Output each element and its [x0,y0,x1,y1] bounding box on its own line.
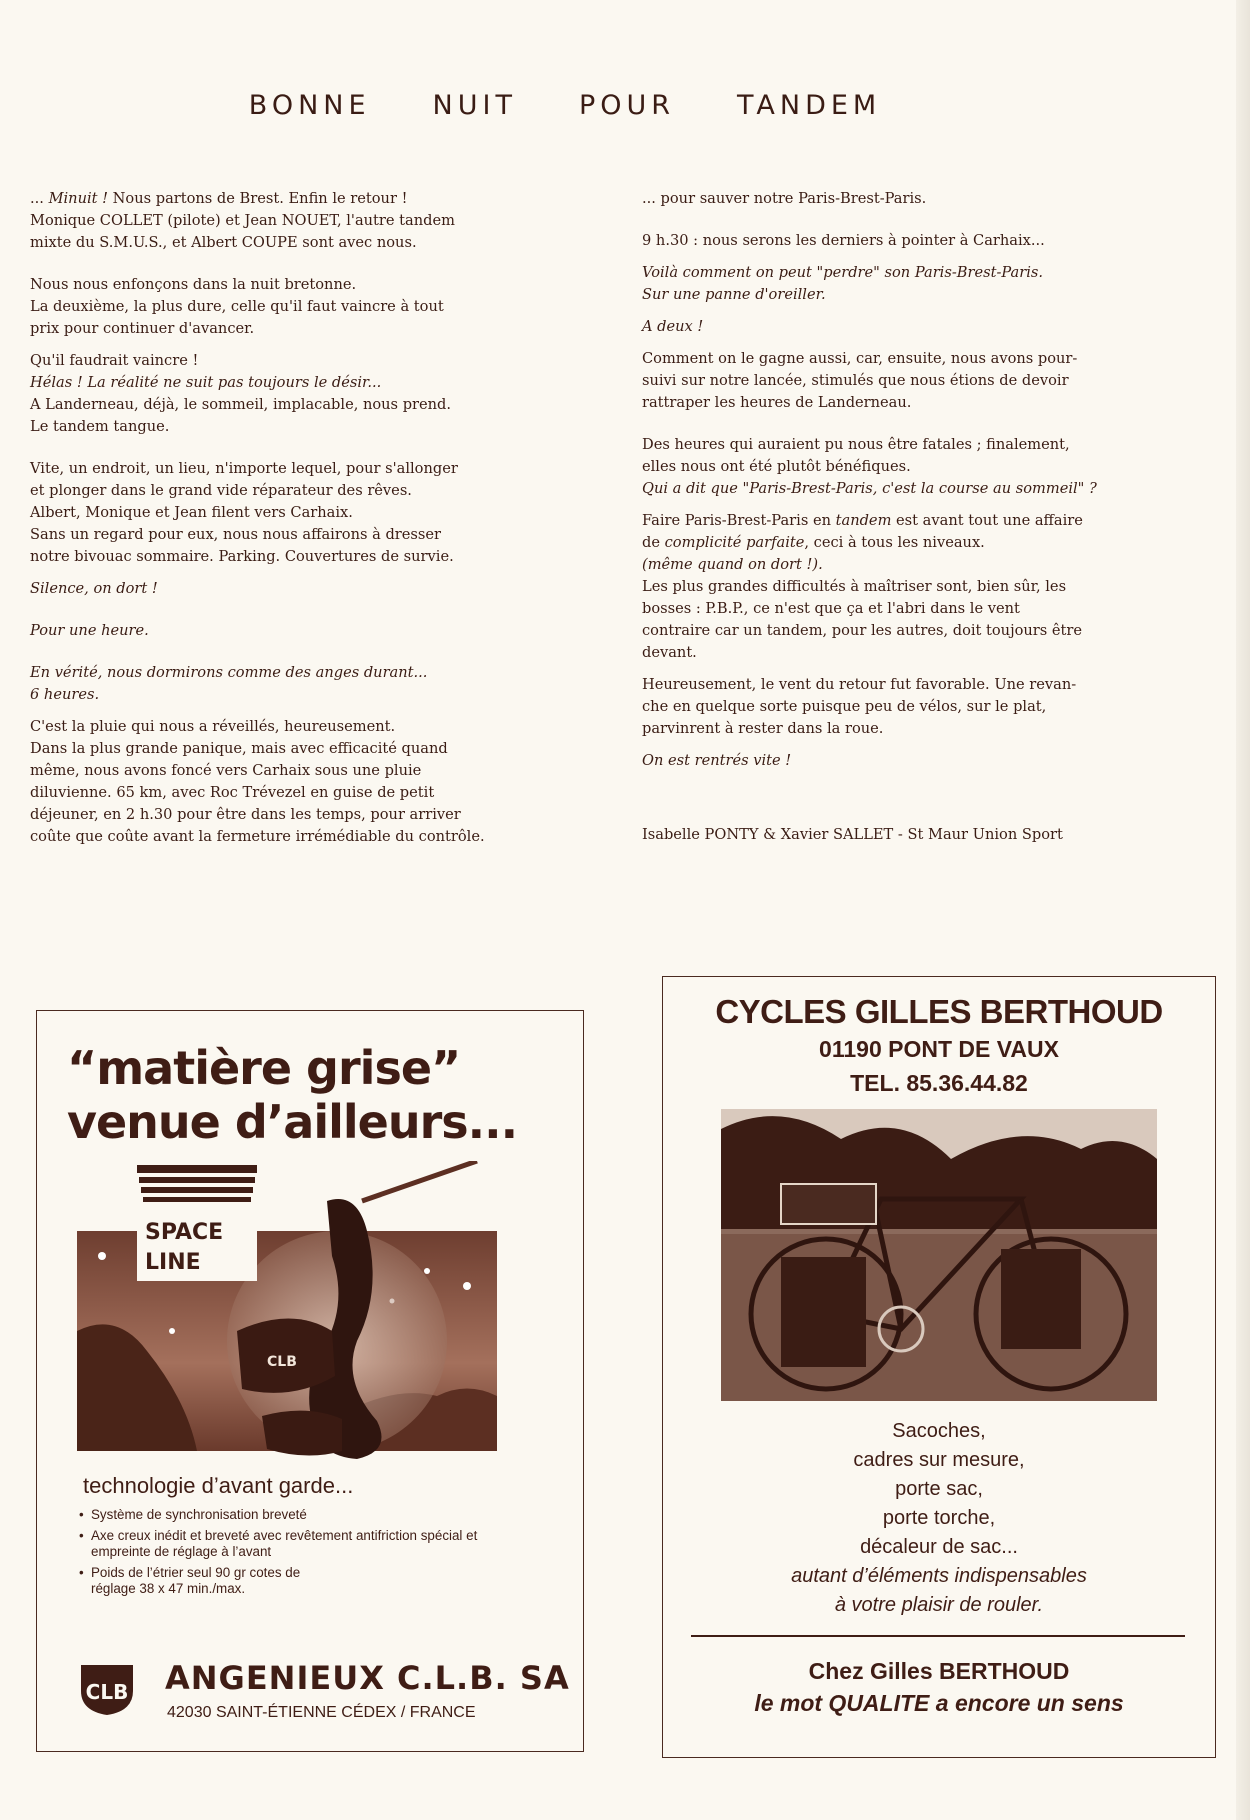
article-line [30,804,610,826]
article-line [30,662,610,684]
article-line [642,674,1222,696]
italic-text: complicité parfaite [664,534,805,551]
text-run: Le tandem tangue. [30,418,170,435]
article-paragraph [642,316,1222,338]
rear-pannier [781,1257,866,1367]
article-paragraph [30,188,610,254]
text-run: suivi sur notre lancée, stimulés que nous étions de devoir [642,372,1069,389]
article-title [0,90,1130,121]
ad-feature-item: • Axe creux inédit et breveté avec revêtement antifriction spécial et empreinte de réglage à l’avant [79,1528,501,1560]
angenieux-advertisement [36,1010,584,1752]
article-paragraph [642,510,1222,664]
rack-bag [781,1184,876,1224]
title-word: BONNE [248,90,371,121]
article-line [642,370,1222,392]
article-line [642,230,1222,252]
article-line [642,576,1222,598]
italic-text: Minuit ! [48,190,109,207]
italic-text: (même quand on dort !). [642,556,823,573]
article-paragraph [30,274,610,340]
tagline: autant d’éléments indispensables [791,1565,1087,1587]
tagline: à votre plaisir de rouler. [834,1594,1044,1616]
text-run: A Landerneau, déjà, le sommeil, implacable, nous prend. [30,396,452,413]
ad-headline-line1: “matière grise” [67,1041,461,1095]
article-line [30,274,610,296]
text-run: Des heures qui auraient pu nous être fatales ; finalement, [642,436,1070,453]
text-run: Faire Paris-Brest-Paris en [642,512,836,529]
star-icon [98,1252,106,1260]
italic-text: 6 heures. [30,686,100,703]
ad-brand-name: ANGENIEUX C.L.B. SA [165,1659,570,1697]
article-line [642,510,1222,532]
italic-text: En vérité, nous dormirons comme des anges durant... [30,664,428,681]
text-run: Qu'il faudrait vaincre ! [30,352,199,369]
text-run: Albert, Monique et Jean filent vers Carhaix. [30,504,353,521]
title-word: NUIT [432,90,517,121]
text-run: de [642,534,665,551]
article-line [30,546,610,568]
shop-phone: TEL. 85.36.44.82 [850,1070,1028,1096]
italic-text: Silence, on dort ! [30,580,158,597]
product-item: porte torche, [882,1507,996,1529]
article-line [30,188,610,210]
shop-name: CYCLES GILLES BERTHOUD [715,993,1163,1030]
article-line [642,392,1222,414]
text-run: parvinrent à rester dans la roue. [642,720,884,737]
italic-text: On est rentrés vite ! [642,752,792,769]
text-run: La deuxième, la plus dure, celle qu'il faut vaincre à tout [30,298,444,315]
text-run: rattraper les heures de Landerneau. [642,394,912,411]
article-line [30,318,610,340]
star-icon [424,1268,430,1274]
article-paragraph [30,620,610,642]
divider [691,1635,1185,1637]
article-line [30,296,610,318]
text-run: contraire car un tandem, pour les autres, doit toujours être [642,622,1083,639]
article-line [642,554,1222,576]
text-run: 9 h.30 : nous serons les derniers à pointer à Carhaix... [642,232,1045,249]
text-run: Dans la plus grande panique, mais avec efficacité quand [30,740,448,757]
text-run: ... [30,190,49,207]
article-line [30,232,610,254]
article-line [642,434,1222,456]
text-run: diluvienne. 65 km, avec Roc Trévezel en guise de petit [30,784,435,801]
article-paragraph [642,348,1222,414]
text-run: bosses : P.B.P., ce n'est que ça et l'abri dans le vent [642,600,1020,617]
article-line [30,210,610,232]
article-line [30,416,610,438]
article-line [30,372,610,394]
article-paragraph [30,578,610,600]
ad-feature-item: • Poids de l’étrier seul 90 gr cotes de réglage 38 x 47 min./max. [79,1565,321,1597]
text-run: Nous nous enfonçons dans la nuit bretonne. [30,276,357,293]
article-line [642,262,1222,284]
italic-text: Voilà comment on peut "perdre" son Paris-Brest-Paris. [642,264,1044,281]
article-paragraph [642,434,1222,500]
text-run: elles nous ont été plutôt bénéfiques. [642,458,911,475]
article-paragraph [642,188,1222,210]
article-line [30,524,610,546]
article-line [30,620,610,642]
article-line [642,598,1222,620]
article-line [642,316,1222,338]
product-item: cadres sur mesure, [853,1449,1025,1471]
product-list [663,1417,1215,1620]
article-line [642,456,1222,478]
article-line [30,684,610,706]
ad-brand-address: 42030 SAINT-ÉTIENNE CÉDEX / FRANCE [167,1704,476,1721]
brake-caliper-illustration [77,1161,537,1461]
text-run: est avant tout une affaire [891,512,1083,529]
text-run: , ceci à tous les niveaux. [804,534,985,551]
article-line [642,348,1222,370]
space-line-logo [137,1165,257,1281]
text-run: coûte que coûte avant la fermeture irrémédiable du contrôle. [30,828,485,845]
article-paragraph [30,662,610,706]
article-paragraph [642,262,1222,306]
text-run: déjeuner, en 2 h.30 pour être dans les temps, pour arriver [30,806,461,823]
svg-text:CLB: CLB [85,1680,129,1704]
ad-feature-item: • Système de synchronisation breveté [79,1507,549,1523]
article-line [642,478,1222,500]
text-run: Nous partons de Brest. Enfin le retour ! [108,190,408,207]
article-line [642,750,1222,772]
italic-text: Pour une heure. [30,622,149,639]
article-line [30,782,610,804]
article-line [30,480,610,502]
star-icon [169,1328,175,1334]
article-signature: Isabelle PONTY & Xavier SALLET - St Maur Union Sport [642,826,1063,843]
article-line [642,284,1222,306]
text-run: Heureusement, le vent du retour fut favorable. Une revan- [642,676,1077,693]
article-line [30,458,610,480]
article-line [30,760,610,782]
article-left-column [30,188,610,858]
text-run: notre bivouac sommaire. Parking. Couvertures de survie. [30,548,454,565]
text-run: Sans un regard pour eux, nous nous affairons à dresser [30,526,441,543]
text-run: Les plus grandes difficultés à maîtriser sont, bien sûr, les [642,578,1067,595]
title-word: TANDEM [737,90,882,121]
text-run: Comment on le gagne aussi, car, ensuite, nous avons pour- [642,350,1078,367]
article-line [642,718,1222,740]
space-line-text-1: SPACE [145,1220,224,1245]
text-run: devant. [642,644,697,661]
ad-headline [67,1041,517,1149]
article-line [30,578,610,600]
article-line [642,620,1222,642]
berthoud-advertisement [662,976,1216,1758]
star-icon [463,1282,471,1290]
article-right-body [642,188,1222,772]
article-line [642,696,1222,718]
italic-text: tandem [835,512,892,529]
product-item: porte sac, [895,1478,983,1500]
ad-subheading: technologie d’avant garde... [83,1473,354,1498]
article-line [30,738,610,760]
ad-headline-line2: venue d’ailleurs... [67,1095,518,1149]
page-edge [1236,0,1250,1820]
article-paragraph [30,716,610,848]
article-line [30,350,610,372]
article-line [30,394,610,416]
article-paragraph [642,750,1222,772]
italic-text: Qui a dit que "Paris-Brest-Paris, c'est la course au sommeil" ? [642,480,1097,497]
front-pannier [1001,1249,1081,1349]
italic-text: Sur une panne d'oreiller. [642,286,826,303]
title-word: POUR [578,90,676,121]
text-run: et plonger dans le grand vide réparateur des rêves. [30,482,412,499]
text-run: ... pour sauver notre Paris-Brest-Paris. [642,190,927,207]
article-paragraph [642,230,1222,252]
text-run: prix pour continuer d'avancer. [30,320,255,337]
article-paragraph [642,674,1222,740]
article-right-column [642,188,1222,846]
text-run: che en quelque sorte puisque peu de vélos, sur le plat, [642,698,1047,715]
touring-bicycle-photo [721,1109,1157,1401]
shop-town: 01190 PONT DE VAUX [819,1036,1059,1062]
text-run: C'est la pluie qui nous a réveillés, heureusement. [30,718,396,735]
text-run: mixte du S.M.U.S., et Albert COUPE sont avec nous. [30,234,417,251]
text-run: Vite, un endroit, un lieu, n'importe lequel, pour s'allonger [30,460,458,477]
motto: le mot QUALITE a encore un sens [754,1690,1124,1716]
article-line [30,502,610,524]
space-line-text-2: LINE [145,1250,201,1275]
text-run: même, nous avons foncé vers Carhaix sous une pluie [30,762,422,779]
clb-logo-icon [77,1661,137,1717]
article-paragraph [30,350,610,438]
italic-text: Hélas ! La réalité ne suit pas toujours le désir... [30,374,382,391]
closing-line: Chez Gilles BERTHOUD [808,1658,1070,1684]
article-line [642,532,1222,554]
text-run: Monique COLLET (pilote) et Jean NOUET, l'autre tandem [30,212,455,229]
article-paragraph [30,458,610,568]
article-line [642,642,1222,664]
ad-feature-list [79,1507,549,1602]
italic-text: A deux ! [642,318,704,335]
article-line [642,188,1222,210]
article-line [30,826,610,848]
article-line [30,716,610,738]
product-item: décaleur de sac... [860,1536,1018,1558]
caliper-pad-lower [262,1411,342,1456]
caliper-mark: CLB [267,1354,297,1370]
product-item: Sacoches, [892,1420,986,1442]
